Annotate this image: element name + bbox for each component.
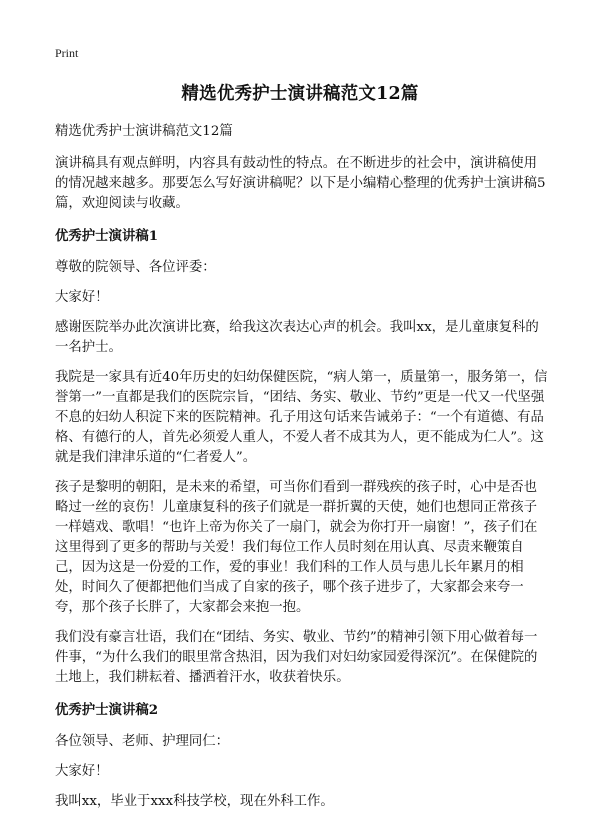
intro-paragraph: 演讲稿具有观点鲜明，内容具有鼓动性的特点。在不断进步的社会中，演讲稿使用的情况越来越多。那要怎么写好演讲稿呢？以下是小编精心整理的优秀护士演讲稿5篇，欢迎阅读与收藏。 bbox=[55, 156, 546, 211]
paragraph: 孩子是黎明的朝阳，是未来的希望，可当你们看到一群残疾的孩子时，心中是否也略过一丝的哀伤！儿童康复科的孩子们就是一群折翼的天使，她们也想同正常孩子一样嬉戏、歌唱！“也许上帝为你关了一扇门，就会为你打开一扇窗！”，孩子们在这里得到了更多的帮助与关爱！我们每位工作人员时刻在用认真、尽责来鞭策自己，因为这是一份爱的工作，爱的事业！我们科的工作人员与患儿长年累月的相处，时间久了便都把他们当成了自家的孩子，哪个孩子进步了，大家都会来夸一夸，那个孩子长胖了，大家都会来抱一抱。 bbox=[55, 480, 538, 615]
paragraph: 大家好！ bbox=[55, 764, 109, 779]
print-link[interactable]: Print bbox=[55, 46, 79, 60]
paragraph: 感谢医院举办此次演讲比赛，给我这次表达心声的机会。我叫xx，是儿童康复科的一名护士。 bbox=[55, 320, 539, 355]
section-heading: 优秀护士演讲稿2 bbox=[55, 702, 159, 718]
paragraph: 尊敬的院领导、各位评委： bbox=[55, 260, 216, 275]
paragraph: 各位领导、老师、护理同仁： bbox=[55, 734, 230, 749]
section-heading: 优秀护士演讲稿1 bbox=[55, 228, 159, 244]
article-body bbox=[55, 122, 550, 822]
paragraph: 我院是一家具有近40年历史的妇幼保健医院，“病人第一，质量第一，服务第一，信誉第一”一直都是我们的医院宗旨，“团结、务实、敬业、节约”更是一代又一代坚强不息的妇幼人积淀下来的医院精神。孔子用这句话来告诫弟子：“一个有道德、有品格、有德行的人，首先必须爱人重人，不爱人者不成其为人，更不能成为仁人”。这就是我们津津乐道的“仁者爱人”。 bbox=[55, 370, 548, 465]
article-subtitle: 精选优秀护士演讲稿范文12篇 bbox=[55, 124, 233, 139]
page-title: 精选优秀护士演讲稿范文12篇 bbox=[181, 84, 419, 104]
paragraph: 大家好！ bbox=[55, 290, 109, 305]
paragraph: 我叫xx，毕业于xxx科技学校，现在外科工作。 bbox=[55, 794, 334, 809]
paragraph: 我们没有豪言壮语，我们在“团结、务实、敬业、节约”的精神引领下用心做着每一件事，“为什么我们的眼里常含热泪，因为我们对妇幼家园爱得深沉”。在保健院的土地上，我们耕耘着、播洒着汗水，收获着快乐。 bbox=[55, 630, 538, 685]
